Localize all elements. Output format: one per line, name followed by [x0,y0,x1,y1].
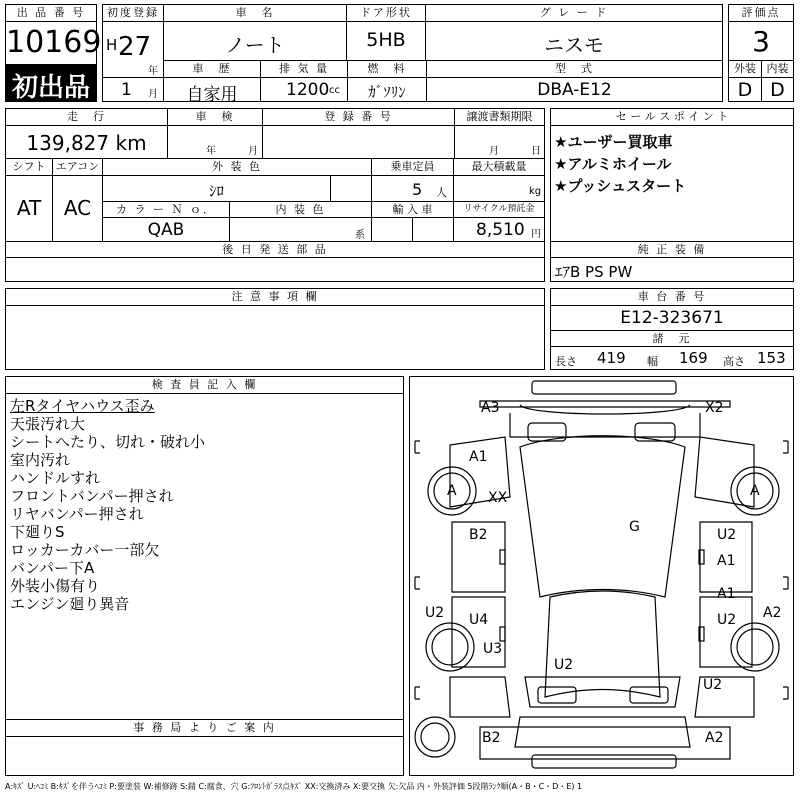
fuel-box [347,77,427,102]
diagram-label: U3 [483,641,503,657]
lot-number: 10169 [6,25,102,60]
inspector-box [5,393,404,720]
dim-length-label: 長さ [555,355,577,368]
door-type: 5HB [366,29,406,51]
inspection-year-unit: 年 [206,146,216,157]
shift-value: AT [16,196,42,220]
aircon-value: AC [63,196,92,220]
diagram-label: A3 [481,400,500,416]
first-reg-box [102,21,164,78]
exterior-score: D [737,79,753,101]
header-max-load: 最大積載量 [453,158,545,176]
header-inspector: 検 査 員 記 入 欄 [5,376,404,394]
genuine-equip-box [550,257,794,282]
sales-point-1: ★ユーザー買取車 [554,133,673,151]
year-unit: 年 [148,66,158,77]
grade-value: ニスモ [544,33,604,57]
door-box [346,21,426,61]
exterior-box [728,77,762,102]
max-load-box [453,175,545,202]
month-unit: 月 [148,89,158,100]
model-box [163,21,347,61]
doc-day-unit: 日 [531,146,541,157]
header-shift: シフト [5,158,53,176]
inspector-note-item: 下廻りS [10,523,65,541]
fuel-value: ｶﾞｿﾘﾝ [368,83,406,101]
header-int-color: 内 装 色 [229,201,372,218]
header-dimensions: 諸 元 [550,330,794,347]
ext-color-extra [330,175,372,202]
lot-no-box [5,21,102,65]
header-model: 車 名 [163,4,347,22]
type-value: DBA-E12 [537,80,612,100]
mileage-value: 139,827 km [26,131,147,155]
ext-color-value: ｼﾛ [208,182,224,200]
transfer-doc-box [454,125,545,159]
genuine-equip-value: ｴｱB PS PW [555,263,633,281]
diagram-label: XX [488,490,508,506]
header-first-reg: 初度登録 [102,4,164,22]
header-notes: 注 意 事 項 欄 [5,288,545,306]
dim-width-label: 幅 [647,355,658,368]
diagram-label: B2 [469,527,488,543]
type-box [426,77,723,102]
int-color-unit: 系 [355,230,365,241]
int-color-box [229,217,372,242]
diagram-label: B2 [482,730,501,746]
recycle-value: 8,510 [476,220,525,240]
header-reg-no: 登 録 番 号 [262,108,455,126]
history-box [163,77,261,105]
header-capacity: 乗車定員 [371,158,454,176]
score-box [728,21,794,61]
header-chassis: 車 台 番 号 [550,288,794,306]
inspector-note-item: 左Rタイヤハウス歪み [10,397,155,415]
inspection-month-unit: 月 [248,146,258,157]
diagram-label: U2 [703,677,723,693]
diagram-label: A2 [763,605,782,621]
month-box [102,77,164,102]
inspector-note-item: シートへたり、切れ・破れ小 [10,433,206,451]
car-diagram [410,377,793,775]
aircon-box [52,175,103,242]
inspector-note-item: 外装小傷有り [10,577,101,595]
header-office: 事 務 局 よ り ご 案 内 [5,719,404,737]
inspector-note-item: ロッカーカバー一部欠 [10,541,160,559]
sales-point-box [550,125,794,242]
diagram-label: U2 [717,527,737,543]
header-import: 輸 入 車 [371,201,454,218]
header-lot-no: 出 品 番 号 [5,4,97,22]
capacity-unit: 人 [436,186,447,199]
first-listing-label: 初出品 [11,73,90,103]
car-diagram-box [409,376,794,776]
header-fuel: 燃 料 [347,60,427,78]
chassis-box [550,305,794,331]
diagram-label: A [750,483,760,499]
cc-unit: cc [329,85,340,96]
inspector-note-item: 天張汚れ大 [10,415,86,433]
diagram-label: U2 [554,657,574,673]
color-no-value: QAB [147,220,185,240]
header-color-no: カ ラ ー Ｎ ｏ． [102,201,230,218]
dim-height-label: 高さ [723,355,745,368]
diagram-label: X2 [705,400,724,416]
header-genuine-equip: 純 正 装 備 [550,241,794,258]
import-box-2 [412,217,454,242]
header-door: ドア形状 [346,4,426,22]
load-unit: kg [529,186,542,197]
inspector-notes-list [10,397,205,613]
header-later-parts: 後 日 発 送 部 品 [5,241,545,258]
header-inspection: 車 検 [167,108,263,126]
diagram-label: A1 [469,449,488,465]
header-type: 型 式 [426,60,723,78]
ext-color-box [102,175,331,202]
reg-month: 1 [121,80,132,100]
diagram-label: A2 [705,730,724,746]
shift-box [5,175,53,242]
sales-point-2: ★アルミホイール [554,155,672,173]
diagram-label: A [447,483,457,499]
legend-text: A:ｷｽﾞ U:ﾍｺﾐ B:ｷｽﾞを伴うﾍｺﾐ P:要塗装 W:補修跡 S:錆 C:腐食、穴 G:ﾌﾛﾝﾄｶﾞﾗｽ点ｷｽﾞ XX:交換済み X:要交換 欠:欠品 内・外装評価 5段階ﾗﾝｸ順(A・B・C・D・E) 1 [5,782,583,791]
header-displacement: 排 気 量 [260,60,348,78]
reg-no-box [262,125,455,159]
model-name: ノート [225,33,285,57]
diagram-label: U4 [469,612,489,628]
header-score: 評価点 [728,4,794,22]
inspection-box [167,125,263,159]
dim-length-value: 419 [597,349,626,367]
inspector-note-item: フロントバンパー押され [10,487,174,505]
header-grade: グ レ ー ド [425,4,723,22]
chassis-value: E12-323671 [620,308,724,328]
capacity-box [371,175,454,202]
header-interior: 内装 [761,60,794,78]
first-listing-badge [5,64,97,102]
header-ext-color: 外 装 色 [102,158,372,176]
era-label: H [106,36,118,54]
diagram-label: A1 [717,553,736,569]
diagram-label: U2 [717,612,737,628]
diagram-label: A1 [717,586,736,602]
header-mileage: 走 行 [5,108,168,126]
interior-box [761,77,794,102]
dimensions-box [550,346,794,370]
header-exterior: 外装 [728,60,762,78]
header-aircon: エアコン [52,158,103,176]
score-value: 3 [752,25,770,58]
recycle-box [453,217,545,242]
diagram-label: U2 [425,605,445,621]
displacement-value: 1200 [286,80,330,100]
inspector-note-item: リヤバンパー押され [10,505,144,523]
header-transfer-doc: 譲渡書類期限 [454,108,545,126]
inspector-note-item: エンジン廻り異音 [10,595,130,613]
interior-score: D [770,79,785,101]
header-recycle: リサイクル預託金 [453,201,545,218]
inspector-note-item: バンパー下A [10,559,95,577]
import-box-1 [371,217,413,242]
dim-height-value: 153 [757,349,786,367]
displacement-box [260,77,348,102]
office-box [5,736,404,776]
header-history: 車 歴 [163,60,261,78]
grade-box [425,21,723,61]
recycle-unit: 円 [531,229,541,240]
sales-point-3: ★プッシュスタート [554,177,687,195]
dim-width-value: 169 [679,349,708,367]
color-no-box [102,217,230,242]
notes-box [5,305,545,370]
header-sales-point: セ ー ル ス ポ イ ン ト [550,108,794,126]
capacity-value: 5 [412,180,423,199]
diagram-label: G [629,519,640,535]
doc-month-unit: 月 [489,146,499,157]
mileage-box [5,125,168,159]
inspector-note-item: 室内汚れ [10,451,71,469]
inspector-note-item: ハンドルすれ [10,469,101,487]
history-value: 自家用 [186,85,238,105]
later-parts-box [5,257,545,282]
reg-year: 27 [118,32,152,62]
